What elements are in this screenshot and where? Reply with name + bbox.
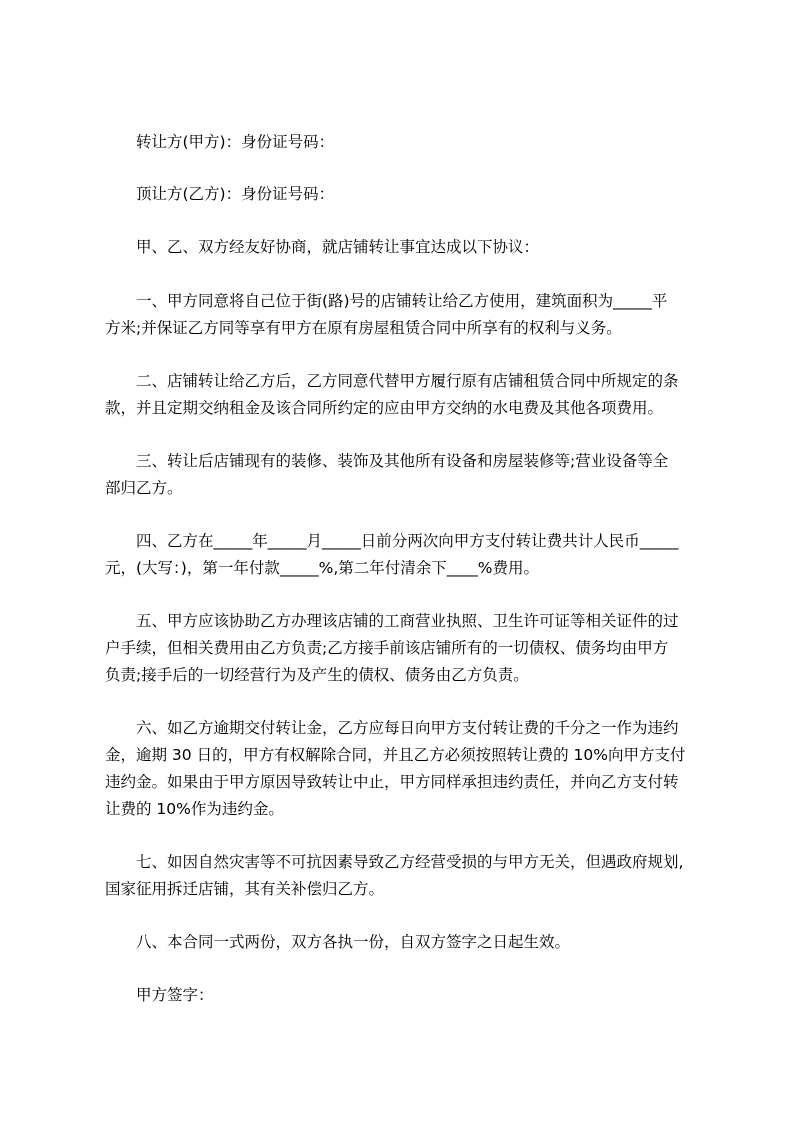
clause-5-line-1: 五、甲方应该协助乙方办理该店铺的工商营业执照、卫生许可证等相关证件的过 [136,612,679,630]
clause-6-line-2: 金，逾期 30 日的，甲方有权解除合同，并且乙方必须按照转让费的 10%向甲方支付 [105,746,686,764]
clause-2-line-1: 二、店铺转让给乙方后，乙方同意代替甲方履行原有店铺租赁合同中所规定的条 [136,372,679,390]
clause-2-line-2: 款，并且定期交纳租金及该合同所约定的应由甲方交纳的水电费及其他各项费用。 [105,399,664,417]
clause-5-line-2: 户手续，但相关费用由乙方负责;乙方接手前该店铺所有的一切债权、债务均由甲方 [105,639,669,657]
clause-6-line-3: 违约金。如果由于甲方原因导致转让中止，甲方同样承担违约责任，并向乙方支付转 [105,773,679,791]
signature-label: 甲方签字： [136,986,214,1004]
clause-4-line-1: 四、乙方在_____年_____月_____日前分两次向甲方支付转让费共计人民币_____ [136,532,679,550]
clause-1-line-2: 方米;并保证乙方同等享有甲方在原有房屋租赁合同中所享有的权利与义务。 [105,319,622,337]
clause-3-line-2: 部归乙方。 [105,479,183,497]
intro-paragraph: 甲、乙、双方经友好协商，就店铺转让事宜达成以下协议： [136,238,540,256]
clause-4-line-2: 元，(大写：)，第一年付款_____%,第二年付清余下____%费用。 [105,559,539,577]
clause-7-line-2: 国家征用拆迁店铺，其有关补偿归乙方。 [105,880,385,898]
transferor-line: 转让方(甲方)：身份证号码： [136,133,335,151]
clause-6-line-1: 六、如乙方逾期交付转让金，乙方应每日向甲方支付转让费的千分之一作为违约 [136,719,679,737]
clause-7-line-1: 七、如因自然灾害等不可抗因素导致乙方经营受损的与甲方无关，但遇政府规划, [136,853,684,871]
clause-1-line-1: 一、甲方同意将自己位于街(路)号的店铺转让给乙方使用，建筑面积为_____平 [136,292,668,310]
clause-8-line-1: 八、本合同一式两份，双方各执一份，自双方签字之日起生效。 [136,933,571,951]
clause-5-line-3: 负责;接手后的一切经营行为及产生的债权、债务由乙方负责。 [105,666,529,684]
clause-6-line-4: 让费的 10%作为违约金。 [105,800,284,818]
transferee-line: 顶让方(乙方)：身份证号码： [136,185,335,203]
clause-3-line-1: 三、转让后店铺现有的装修、装饰及其他所有设备和房屋装修等;营业设备等全 [136,452,669,470]
